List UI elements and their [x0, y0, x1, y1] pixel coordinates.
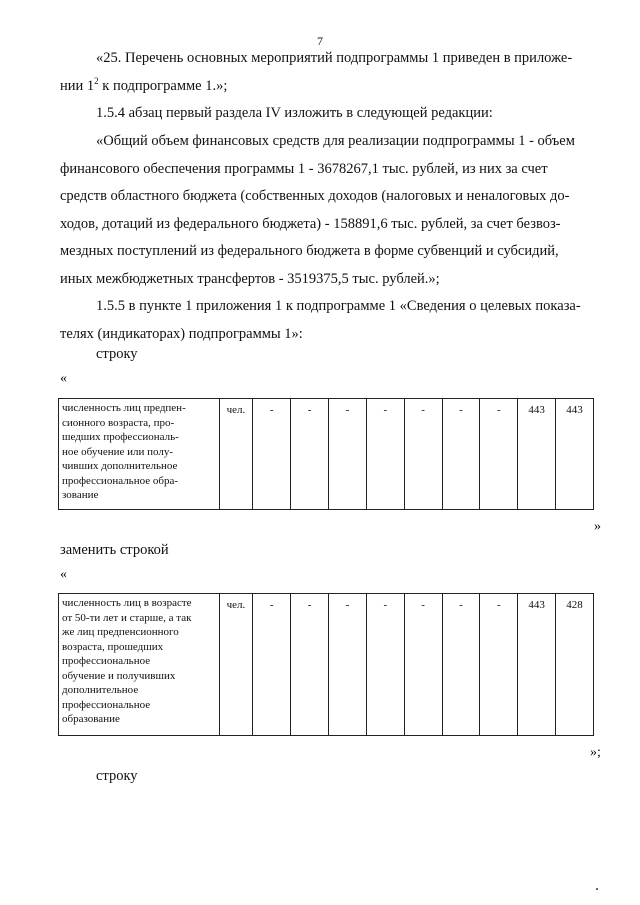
paragraph-25 — [60, 45, 600, 100]
paragraph-25-line-1: «25. Перечень основных мероприятий подпрограммы 1 приведен в приложе- — [96, 50, 573, 66]
table-row — [59, 399, 594, 510]
close-quote-1: » — [594, 519, 601, 534]
value-cell: - — [480, 594, 518, 736]
indicator-table-old — [58, 398, 594, 510]
table-row — [59, 594, 594, 736]
value-cell: - — [442, 594, 480, 736]
value-cell: - — [480, 399, 518, 510]
value-cell: - — [366, 399, 404, 510]
close-quote-2: »; — [590, 745, 601, 760]
value-cell: 443 — [556, 399, 594, 510]
stroku-label-1: строку — [96, 346, 138, 362]
value-cell: - — [404, 594, 442, 736]
stroku-label-2: строку — [96, 768, 138, 784]
value-cell: - — [442, 399, 480, 510]
paragraph-funding — [60, 128, 600, 293]
funding-line-6: иных межбюджетных трансфертов - 3519375,5 тыс. рублей.»; — [60, 270, 440, 287]
paragraph-155-line-1: 1.5.5 в пункте 1 приложения 1 к подпрограмме 1 «Сведения о целевых показа- — [96, 298, 581, 314]
unit-cell: чел. — [219, 399, 253, 510]
open-quote-2: « — [60, 567, 67, 582]
paragraph-154 — [60, 100, 600, 128]
value-cell: - — [253, 594, 291, 736]
paragraph-154-line-1: 1.5.4 абзац первый раздела IV изложить в следующей редакции: — [96, 105, 493, 121]
funding-line-5: мездных поступлений из федерального бюджета в форме субвенций и субсидий, — [60, 243, 559, 259]
funding-line-4: ходов, дотаций из федерального бюджета) - 158891,6 тыс. рублей, за счет безвоз- — [60, 215, 561, 232]
replace-label: заменить строкой — [60, 542, 169, 558]
funding-line-3: средств областного бюджета (собственных доходов (налоговых и неналоговых до- — [60, 188, 570, 204]
indicator-name-cell: численность лиц в возрасте от 50-ти лет и старше, а так же лиц предпенсионного возраста, прошедших профессиональное обучение и получивших дополнительное профессиональное образование — [59, 594, 220, 736]
indicator-table-new — [58, 593, 594, 736]
value-cell: 428 — [556, 594, 594, 736]
value-cell: - — [291, 399, 329, 510]
page-number: 7 — [317, 34, 323, 48]
value-cell: - — [291, 594, 329, 736]
funding-line-1: «Общий объем финансовых средств для реализации подпрограммы 1 - объем — [96, 133, 575, 149]
superscript: 2 — [94, 75, 99, 86]
value-cell: - — [329, 594, 367, 736]
value-cell: - — [404, 399, 442, 510]
paragraph-155-line-2: телях (индикаторах) подпрограммы 1»: — [60, 325, 303, 342]
indicator-name-cell: численность лиц предпен- сионного возраста, про- шедших профессиональ- ное обучение или полу- чивших дополнительное профессиональное обра- зование — [59, 399, 220, 510]
paragraph-155 — [60, 293, 600, 348]
open-quote-1: « — [60, 371, 67, 386]
value-cell: - — [253, 399, 291, 510]
value-cell: 443 — [518, 594, 556, 736]
unit-cell: чел. — [219, 594, 253, 736]
value-cell: - — [366, 594, 404, 736]
paragraph-25-line-2: нии $1^2$ к подпрограмме 1.»; — [60, 75, 228, 94]
scan-speck — [596, 888, 598, 890]
value-cell: 443 — [518, 399, 556, 510]
value-cell: - — [329, 399, 367, 510]
funding-line-2: финансового обеспечения программы 1 - 3678267,1 тыс. рублей, из них за счет — [60, 160, 548, 177]
